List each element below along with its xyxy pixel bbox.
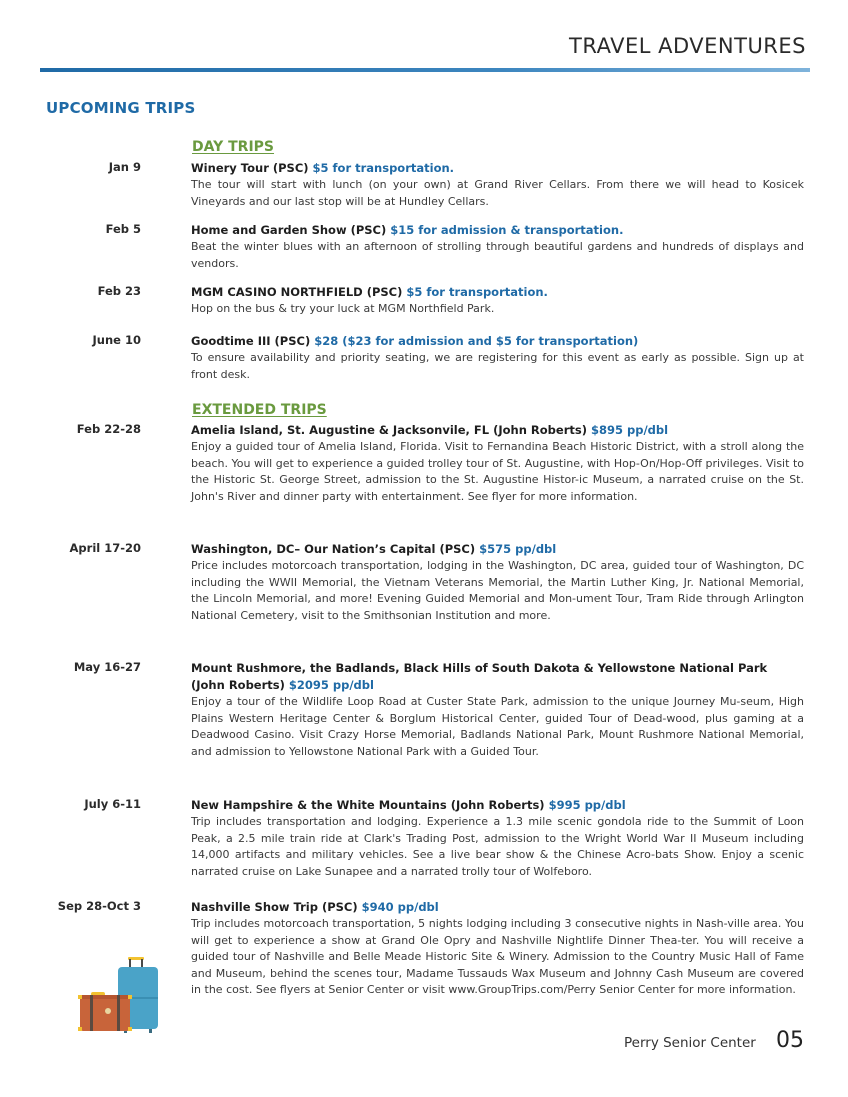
trip-price: $15 for admission & transportation. xyxy=(390,223,624,237)
trip-title-line xyxy=(191,660,804,694)
trip-date: June 10 xyxy=(92,333,141,347)
trip-title-line xyxy=(191,222,804,239)
trip-description: Price includes motorcoach transportation, lodging in the Washington, DC area, guided tour of Washington, DC including the WWII Memorial, the Vietnam Veterans Memorial, the Martin Luther King, Jr. National Memorial, the Lincoln Memorial, and more! Evening Guided Memorial and Mon-ument Tour, Tram Ride through Arlington National Cemetery, visit to the Smithsonian Institution and more. xyxy=(191,559,804,622)
trip-date: Jan 9 xyxy=(108,160,141,174)
trip-date: Feb 23 xyxy=(97,284,141,298)
section-title: UPCOMING TRIPS xyxy=(46,99,196,117)
trip-description: Trip includes transportation and lodging. Experience a 1.3 mile scenic gondola ride to the Summit of Loon Peak, a 2.5 mile train ride at Clark's Trading Post, admission to the Wright World War II Museum including 14,000 artifacts and military vehicles. See a live bear show & the Chinese Acro-bats Show. Enjoy a scenic narrated cruise on Lake Sunapee and a narrated trolly tour of Wolfeboro. xyxy=(191,815,804,878)
trip-body xyxy=(191,333,804,383)
header-rule xyxy=(40,68,810,72)
page-number: 05 xyxy=(776,1028,804,1053)
trip-title-line xyxy=(191,284,804,301)
trip-price: $995 pp/dbl xyxy=(548,798,626,812)
trip-title-line xyxy=(191,797,804,814)
trip-description: The tour will start with lunch (on your own) at Grand River Cellars. From there we will head to Kosicek Vineyards and our last stop will be at Hundley Cellars. xyxy=(191,178,804,208)
trip-price: $895 pp/dbl xyxy=(590,423,669,437)
trip-title: MGM CASINO NORTHFIELD (PSC) xyxy=(191,285,407,299)
day-trips-heading: DAY TRIPS xyxy=(192,139,275,155)
trip-price: $2095 pp/dbl xyxy=(288,678,374,692)
footer-organization: Perry Senior Center xyxy=(624,1035,756,1051)
trip-body xyxy=(191,284,804,318)
trip-date: Sep 28-Oct 3 xyxy=(57,899,141,913)
trip-body xyxy=(191,797,804,880)
trip-title: New Hampshire & the White Mountains (John Roberts) xyxy=(191,798,549,812)
trip-date: April 17-20 xyxy=(69,541,141,555)
trip-title: Amelia Island, St. Augustine & Jacksonvile, FL (John Roberts) xyxy=(191,423,591,437)
trip-title: Nashville Show Trip (PSC) xyxy=(191,900,362,914)
trip-description: Beat the winter blues with an afternoon of strolling through beautiful gardens and hundreds of displays and vendors. xyxy=(191,240,804,270)
trip-body xyxy=(191,160,804,210)
trip-title: Home and Garden Show (PSC) xyxy=(191,223,391,237)
trip-title: Washington, DC– Our Nation’s Capital (PSC) xyxy=(191,542,480,556)
trip-price: $5 for transportation. xyxy=(406,285,548,299)
trip-title-line xyxy=(191,541,804,558)
trip-title-line xyxy=(191,160,804,177)
trip-title-line xyxy=(191,422,804,439)
trip-body xyxy=(191,422,804,505)
trip-description: To ensure availability and priority seating, we are registering for this event as early as possible. Sign up at front desk. xyxy=(191,351,804,381)
trip-description: Enjoy a guided tour of Amelia Island, Florida. Visit to Fernandina Beach Historic District, with a stroll along the beach. You will get to experience a guided trolley tour of St. Augustine, with Hop-On/Hop-Off privileges. Visit to the Historic St. George Street, admission to the St. Augustine Histor-ic Museum, a narrated cruise on the St. John's River and dinner party with entertainment. See flyer for more information. xyxy=(191,440,804,503)
trip-price: $575 pp/dbl xyxy=(479,542,557,556)
trip-title: Goodtime III (PSC) xyxy=(191,334,315,348)
trip-price: $940 pp/dbl xyxy=(361,900,439,914)
trip-body xyxy=(191,222,804,272)
extended-trips-heading: EXTENDED TRIPS xyxy=(192,402,327,418)
trip-title-line xyxy=(191,333,804,350)
trip-title: Mount Rushmore, the Badlands, Black Hills of South Dakota & Yellowstone National Park (John Roberts) xyxy=(191,661,768,692)
trip-description: Enjoy a tour of the Wildlife Loop Road at Custer State Park, admission to the unique Journey Mu-seum, High Plains Western Heritage Center & Borglum Historical Center, guided Tour of Dead-wood, plus gaming at a Deadwood Casino. Visit Crazy Horse Memorial, Badlands National Park, Mount Rushmore National Memorial, and admission to Yellowstone National Park with a Guided Tour. xyxy=(191,695,804,758)
trip-price: $28 ($23 for admission and $5 for transportation) xyxy=(314,334,639,348)
trip-title: Winery Tour (PSC) xyxy=(191,161,313,175)
trip-body xyxy=(191,541,804,624)
trip-body xyxy=(191,660,804,760)
trip-date: May 16-27 xyxy=(73,660,141,674)
trip-body xyxy=(191,899,804,999)
luggage-icon xyxy=(76,955,168,1035)
trip-date: Feb 22-28 xyxy=(76,422,141,436)
trip-price: $5 for transportation. xyxy=(312,161,455,175)
header-title: TRAVEL ADVENTURES xyxy=(569,34,806,58)
trip-date: July 6-11 xyxy=(84,797,141,811)
trip-date: Feb 5 xyxy=(105,222,141,236)
trip-title-line xyxy=(191,899,804,916)
trip-description: Hop on the bus & try your luck at MGM Northfield Park. xyxy=(191,302,495,315)
trip-description: Trip includes motorcoach transportation, 5 nights lodging including 3 consecutive nights in Nash-ville area. You will get to experience a show at Grand Ole Opry and Nashville Nightlife Dinner Thea-ter. You will receive a guided tour of Nashville and Belle Meade Historic Site & Winery. Admission to the Country Music Hall of Fame and Museum, behind the scenes tour, Madame Tussauds Wax Museum and Johnny Cash Museum are covered in the cost. See flyers at Senior Center or visit www.GroupTrips.com/Perry Senior Center for more information. xyxy=(191,917,804,997)
